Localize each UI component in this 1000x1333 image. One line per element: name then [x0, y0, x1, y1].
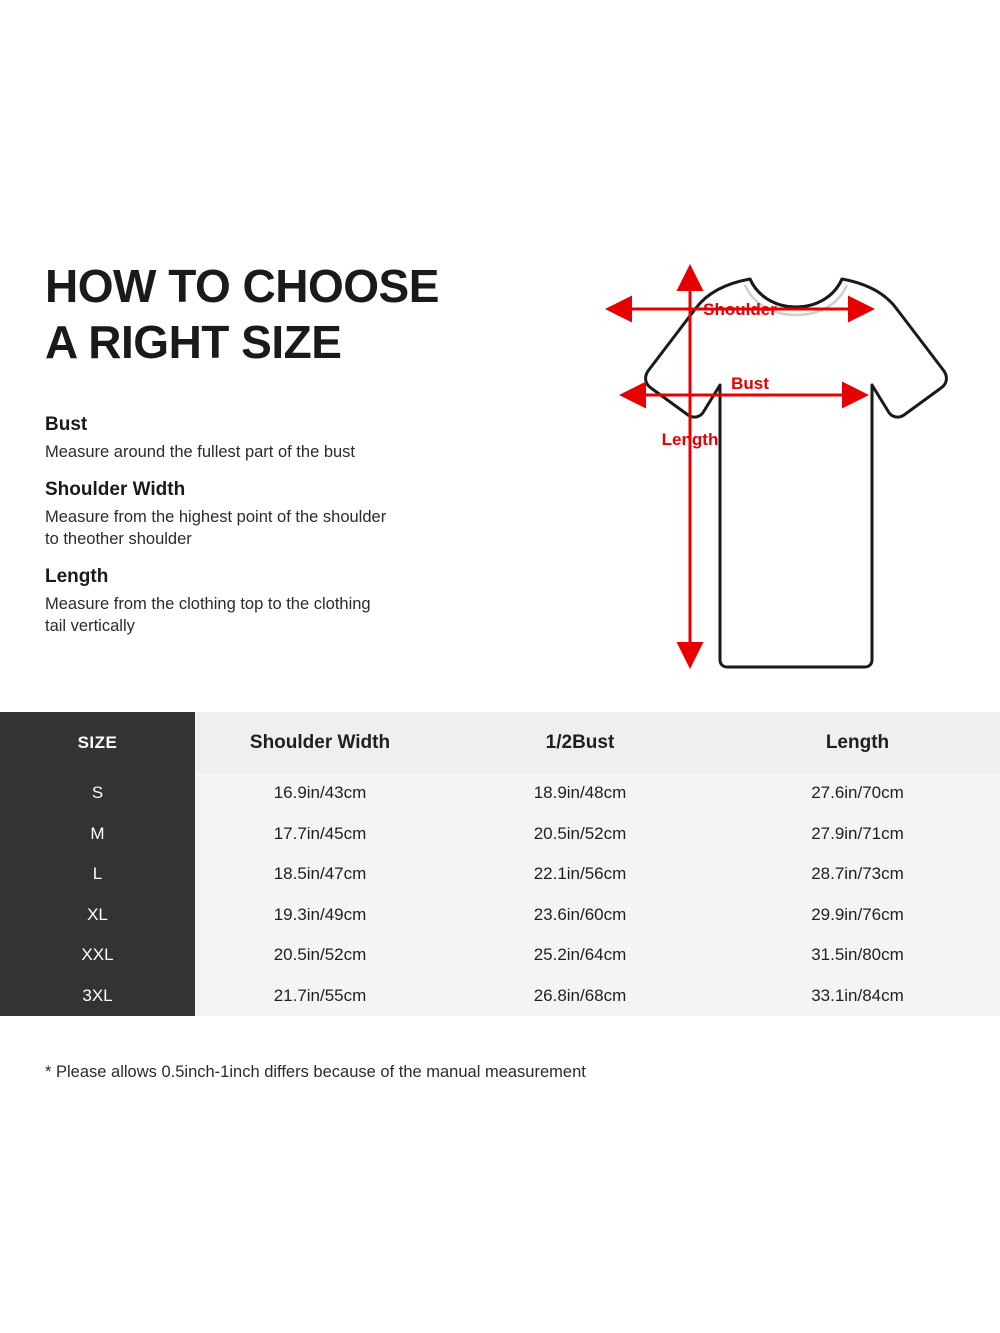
- cell-size: 3XL: [0, 976, 195, 1017]
- definition-bust: [45, 414, 515, 463]
- cell-size: M: [0, 814, 195, 855]
- cell-length: 33.1in/84cm: [715, 976, 1000, 1017]
- definition-shoulder-width-desc: Measure from the highest point of the shoulder to theother shoulder: [45, 508, 387, 548]
- table-row: [0, 935, 1000, 976]
- page-title-line1: HOW TO CHOOSE: [45, 260, 439, 312]
- cell-size: L: [0, 854, 195, 895]
- measurement-disclaimer: * Please allows 0.5inch-1inch differs because of the manual measurement: [45, 1063, 586, 1081]
- definition-shoulder-width: [45, 479, 515, 550]
- size-chart-table: [0, 712, 1000, 1016]
- tshirt-measurement-diagram: [500, 245, 990, 685]
- cell-shoulder-width: 16.9in/43cm: [195, 773, 445, 814]
- shoulder-label: Shoulder: [703, 300, 777, 319]
- cell-half-bust: 25.2in/64cm: [445, 935, 715, 976]
- table-row: [0, 976, 1000, 1017]
- header-size: SIZE: [0, 712, 195, 773]
- cell-shoulder-width: 18.5in/47cm: [195, 854, 445, 895]
- cell-shoulder-width: 17.7in/45cm: [195, 814, 445, 855]
- cell-half-bust: 23.6in/60cm: [445, 895, 715, 936]
- header-length: Length: [715, 712, 1000, 773]
- cell-shoulder-width: 20.5in/52cm: [195, 935, 445, 976]
- cell-length: 28.7in/73cm: [715, 854, 1000, 895]
- cell-size: S: [0, 773, 195, 814]
- definition-bust-term: Bust: [45, 414, 88, 435]
- header-shoulder-width: Shoulder Width: [195, 712, 445, 773]
- definition-shoulder-width-term: Shoulder Width: [45, 479, 186, 500]
- bust-label: Bust: [731, 374, 769, 393]
- cell-half-bust: 18.9in/48cm: [445, 773, 715, 814]
- definition-length: [45, 566, 515, 637]
- page-title: [45, 258, 515, 370]
- cell-size: XXL: [0, 935, 195, 976]
- cell-half-bust: 20.5in/52cm: [445, 814, 715, 855]
- cell-shoulder-width: 19.3in/49cm: [195, 895, 445, 936]
- header-half-bust: 1/2Bust: [445, 712, 715, 773]
- cell-length: 29.9in/76cm: [715, 895, 1000, 936]
- cell-length: 27.6in/70cm: [715, 773, 1000, 814]
- page-title-line2: A RIGHT SIZE: [45, 316, 342, 368]
- table-row: [0, 854, 1000, 895]
- cell-size: XL: [0, 895, 195, 936]
- cell-length: 31.5in/80cm: [715, 935, 1000, 976]
- cell-half-bust: 22.1in/56cm: [445, 854, 715, 895]
- definition-length-desc: Measure from the clothing top to the clothing tail vertically: [45, 595, 371, 635]
- length-label: Length: [661, 430, 719, 449]
- table-row: [0, 895, 1000, 936]
- cell-half-bust: 26.8in/68cm: [445, 976, 715, 1017]
- table-header-row: [0, 712, 1000, 773]
- cell-shoulder-width: 21.7in/55cm: [195, 976, 445, 1017]
- table-row: [0, 814, 1000, 855]
- definition-bust-desc: Measure around the fullest part of the bust: [45, 443, 356, 461]
- table-row: [0, 773, 1000, 814]
- cell-length: 27.9in/71cm: [715, 814, 1000, 855]
- measurement-definitions: [45, 414, 515, 653]
- definition-length-term: Length: [45, 566, 109, 587]
